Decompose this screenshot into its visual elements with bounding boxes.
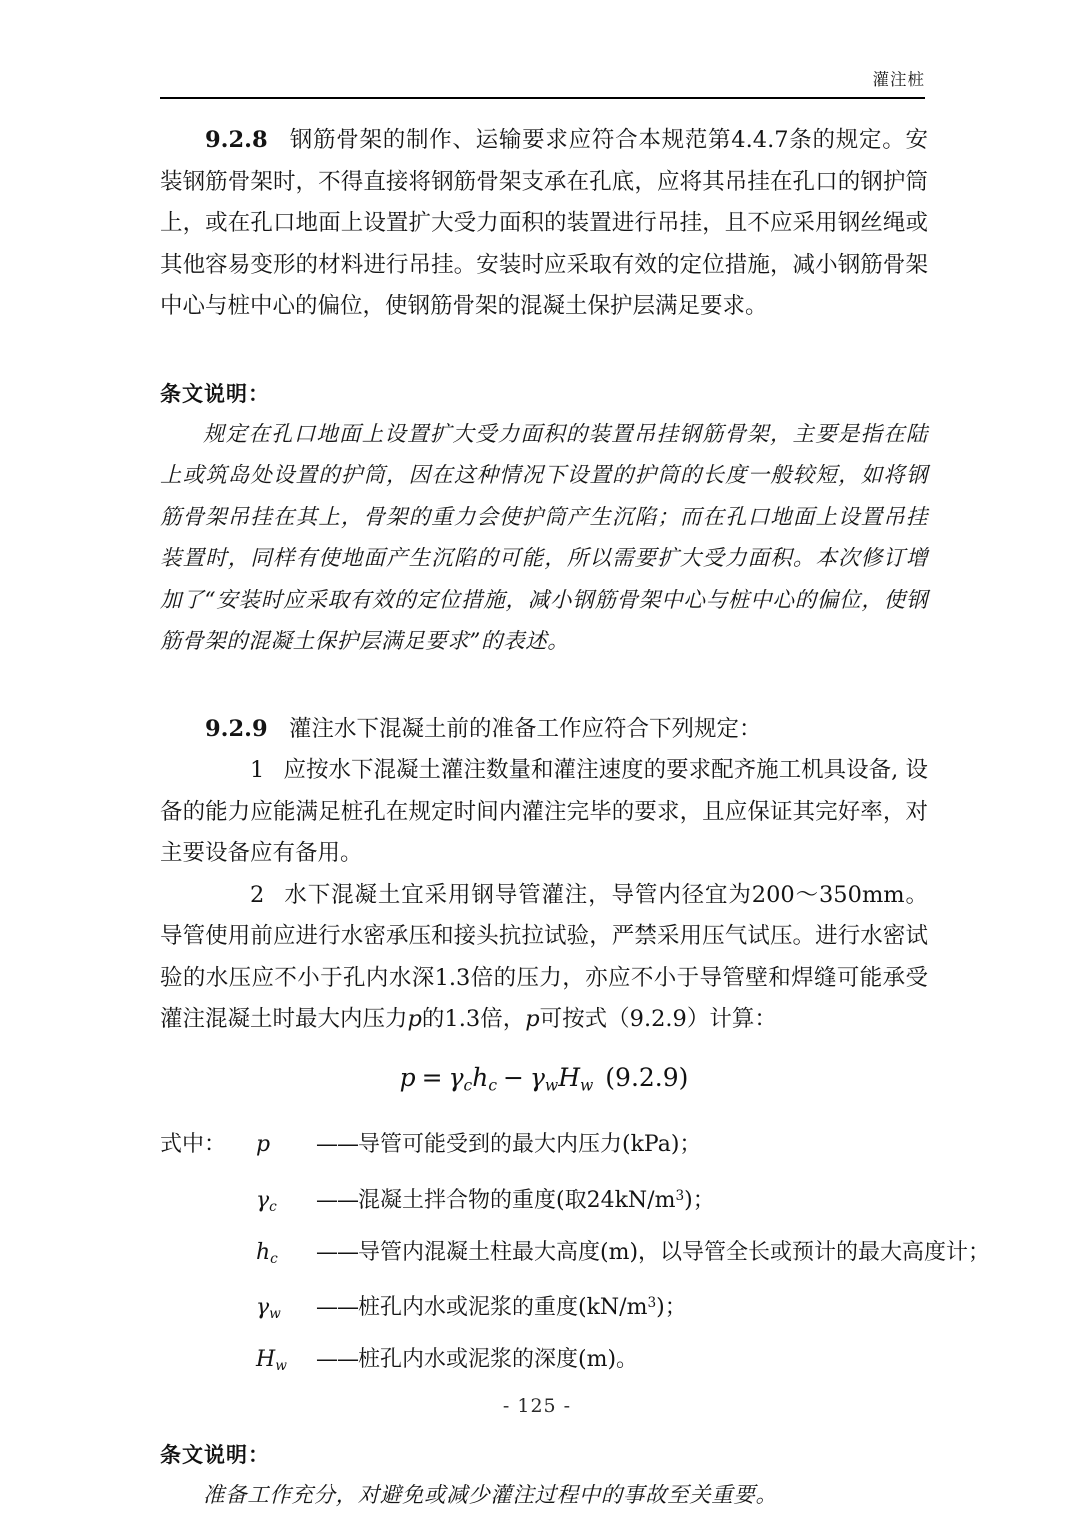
formula-lhs: p bbox=[399, 1062, 416, 1092]
item-number: 1 bbox=[250, 757, 265, 783]
formula-9-2-9 bbox=[160, 1055, 928, 1108]
where-row-H-w bbox=[160, 1337, 928, 1389]
formula-gamma-c-sub: c bbox=[463, 1075, 473, 1094]
page-header bbox=[160, 66, 925, 102]
where-row-h-c bbox=[160, 1230, 991, 1282]
formula-equals: = bbox=[421, 1062, 443, 1092]
formula-H: H bbox=[558, 1062, 580, 1092]
spacer bbox=[160, 663, 928, 709]
where-definition: 混凝土拌合物的重度(取$24kN/m^3$)； bbox=[358, 1187, 715, 1213]
page-footer bbox=[0, 1395, 1074, 1417]
note-heading-2: 条文说明： bbox=[160, 1443, 270, 1468]
formula-gamma-c: γ bbox=[448, 1062, 464, 1092]
item-number: 2 bbox=[250, 881, 265, 908]
where-symbol: $h_c$ bbox=[256, 1239, 278, 1267]
where-definition: 导管可能受到的最大内压力(kPa)； bbox=[358, 1131, 702, 1157]
where-dash: —— bbox=[316, 1295, 358, 1321]
formula-gamma-w: γ bbox=[529, 1062, 545, 1092]
where-definition: 桩孔内水或泥浆的深度(m)。 bbox=[358, 1347, 639, 1373]
clause-item-1 bbox=[160, 750, 928, 875]
clause-text: 钢筋骨架的制作、运输要求应符合本规范第4.4.7条的规定。安装钢筋骨架时，不得直接将钢筋骨架支承在孔底，应将其吊挂在孔口的钢护筒上，或在孔口地面上设置扩大受力面积的装置进行吊挂，且不应采用钢丝绳或其他容易变形的材料进行吊挂。安装时应采取有效的定位措施，减小钢筋骨架中心与桩中心的偏位，使钢筋骨架的混凝土保护层满足要求。 bbox=[160, 127, 928, 319]
note-body-1: 规定在孔口地面上设置扩大受力面积的装置吊挂钢筋骨架，主要是指在陆上或筑岛处设置的护筒，因在这种情况下设置的护筒的长度一般较短，如将钢筋骨架吊挂在其上，骨架的重力会使护筒产生沉陷；而在孔口地面上设置吊挂装置时，同样有使地面产生沉陷的可能，所以需要扩大受力面积。本次修订增加了“安装时应采取有效的定位措施，减小钢筋骨架中心与桩中心的偏位，使钢筋骨架的混凝土保护层满足要求”的表述。 bbox=[160, 421, 928, 654]
formula-H-sub: w bbox=[580, 1075, 594, 1094]
clause-9-2-9 bbox=[160, 709, 928, 751]
where-symbol: $H_w$ bbox=[256, 1347, 287, 1375]
page-content bbox=[160, 120, 991, 1517]
where-definition: 导管内混凝土柱最大高度(m)，以导管全长或预计的最大高度计； bbox=[358, 1239, 991, 1265]
spacer bbox=[160, 1041, 928, 1055]
clause-lead-text: 灌注水下混凝土前的准备工作应符合下列规定： bbox=[289, 715, 762, 742]
where-symbol: p bbox=[256, 1131, 271, 1157]
header-title: 灌注桩 bbox=[872, 70, 925, 89]
item-text: 应按水下混凝土灌注数量和灌注速度的要求配齐施工机具设备, 设备的能力应能满足桩孔在规定时间内灌注完毕的要求，且应保证其完好率，对主要设备应有备用。 bbox=[160, 757, 928, 866]
clause-number: 9.2.9 bbox=[205, 715, 268, 742]
where-dash: —— bbox=[316, 1347, 358, 1373]
item-text-tail: 的1.3倍， bbox=[421, 1006, 526, 1032]
where-definition: 桩孔内水或泥浆的重度$(kN/m^3)$； bbox=[358, 1295, 687, 1321]
where-symbol: $\gamma_c$ bbox=[256, 1187, 277, 1215]
item-symbol-p-2: p bbox=[525, 1006, 540, 1032]
formula-h-sub: c bbox=[488, 1075, 497, 1094]
item-text-tail-2: 可按式（9.2.9）计算： bbox=[539, 1006, 777, 1032]
header-rule bbox=[160, 97, 925, 99]
formula-number: (9.2.9) bbox=[605, 1062, 689, 1092]
note-heading-1: 条文说明： bbox=[160, 381, 270, 406]
spacer bbox=[160, 1108, 928, 1122]
note-body-2: 准备工作充分，对避免或减少灌注过程中的事故至关重要。 bbox=[203, 1483, 778, 1509]
clause-item-2 bbox=[160, 875, 928, 1041]
item-text: 水下混凝土宜采用钢导管灌注，导管内径宜为200～350mm。导管使用前应进行水密承压和接头抗拉试验，严禁采用压气试压。进行水密试验的水压应不小于孔内水深1.3倍的压力，亦应不小于导管壁和焊缝可能承受灌注混凝土时最大内压力 bbox=[160, 881, 928, 1032]
where-symbol: $\gamma_w$ bbox=[256, 1295, 281, 1323]
formula-gamma-w-sub: w bbox=[544, 1075, 559, 1094]
clause-number: 9.2.8 bbox=[205, 127, 268, 153]
where-dash: —— bbox=[316, 1131, 358, 1157]
clause-9-2-8 bbox=[160, 120, 928, 328]
spacer bbox=[160, 328, 928, 374]
where-row-gamma-c bbox=[160, 1174, 928, 1230]
item-symbol-p: p bbox=[407, 1006, 422, 1032]
where-dash: —— bbox=[316, 1187, 358, 1213]
formula-minus: − bbox=[503, 1062, 524, 1092]
formula-h: h bbox=[472, 1062, 489, 1092]
page-number: - 125 - bbox=[502, 1395, 572, 1417]
where-dash: —— bbox=[316, 1239, 358, 1265]
where-row-gamma-w bbox=[160, 1281, 928, 1337]
where-row-p bbox=[160, 1122, 928, 1174]
where-label: 式中： bbox=[160, 1131, 227, 1157]
